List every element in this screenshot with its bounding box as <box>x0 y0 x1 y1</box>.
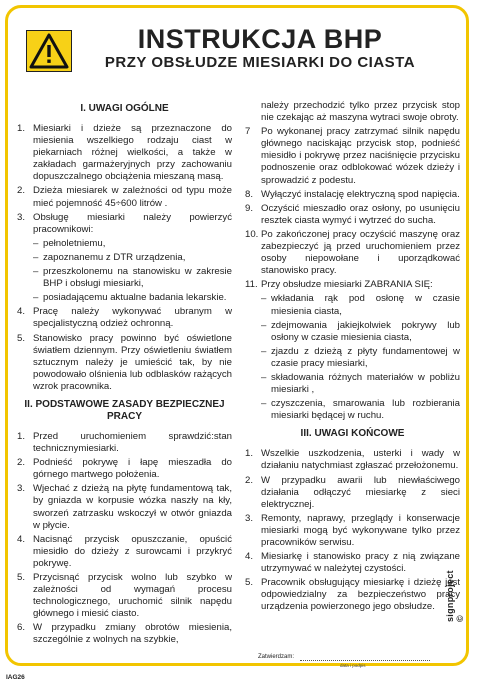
list-text: Pracownik obsługujący miesiarkę i dzieżę jest odpowiedzialny za bezpieczeństwo pracy urządzenia powierzonego jego obsłudze. <box>261 577 460 613</box>
sign-code: IAG26 <box>6 674 25 681</box>
list-number: 8. <box>245 188 254 200</box>
bullet-item <box>245 398 460 422</box>
list-text: Miesiarkę i stanowisko pracy z nią związane utrzymywać w należytej czystości. <box>261 551 460 575</box>
list-item <box>17 306 232 330</box>
list-number: 4. <box>245 551 254 563</box>
bullet-text: składowania różnych materiałów w pobliżu miesiarki , <box>271 371 460 396</box>
list-number: 1. <box>245 448 254 460</box>
right-column <box>245 100 460 616</box>
list-text: Przycisnąć przycisk wolno lub szybko w zależności od wymagań procesu technologicznego, uruchomić silnik napędu głównego i miesić ciasto. <box>33 572 232 620</box>
list-number: 2. <box>245 474 254 486</box>
list-item <box>245 279 460 291</box>
list-item <box>17 123 232 183</box>
list-item <box>245 448 460 472</box>
dash-bullet: – <box>261 345 267 357</box>
list-number: 5. <box>17 572 26 583</box>
list-text: Oczyścić mieszadło oraz osłony, po usunięciu resztek ciasta wymyć i wytrzeć do sucha. <box>261 202 460 226</box>
list-text: Podnieść pokrywę i łapę mieszadła do górnego martwego położenia. <box>33 457 232 481</box>
bullet-text: zjazdu z dzieżą z płyty fundamentowej w czasie pracy miesiarki, <box>271 345 460 369</box>
bullet-text: pełnoletniemu, <box>43 237 106 249</box>
list-number: 1. <box>17 430 26 442</box>
list-item <box>245 475 460 511</box>
section-heading: I. UWAGI OGÓLNE <box>80 103 169 114</box>
list-number: 3. <box>245 512 254 524</box>
list-text: Obsługę miesiarki należy powierzyć pracownikowi: <box>33 211 232 235</box>
header <box>14 18 466 78</box>
bullet-text: czyszczenia, smarowania lub rozbierania miesiarki będącej w ruchu. <box>271 398 460 422</box>
list-text: Wszelkie uszkodzenia, usterki i wady w działaniu natychmiast zgłaszać przełożonemu. <box>261 448 460 472</box>
list-text: W przypadku zmiany obrotów miesienia, szczególnie z wolnych na szybkie, <box>33 622 232 646</box>
bullet-item <box>17 266 232 290</box>
list-item <box>245 203 460 227</box>
dash-bullet: – <box>33 292 39 304</box>
section-heading: III. UWAGI KOŃCOWE <box>300 428 405 440</box>
bullet-item <box>245 346 460 370</box>
list-item <box>17 431 232 455</box>
list-item <box>17 457 232 481</box>
list-number: 4. <box>17 306 26 318</box>
approval-label: Zatwierdzam: <box>258 654 295 660</box>
list-number: 9. <box>245 202 254 214</box>
date-signature-caption: data i podpis <box>340 663 366 668</box>
left-column <box>17 103 232 649</box>
bullet-item <box>17 252 232 264</box>
dash-bullet: – <box>33 251 39 263</box>
list-text: Nacisnąć przycisk opuszczanie, opuścić miesidło do dzieży z surowcami i przykryć pokrywę. <box>33 533 232 569</box>
list-text: Dzieża miesiarek w zależności od typu może mieć pojemność 45÷600 litrów . <box>33 185 232 209</box>
list-number: 3. <box>17 483 26 495</box>
list-item-continuation: należy przechodzić tylko przez przycisk stop nie czekając aż maszyna wytraci swoje obroty. <box>261 100 460 124</box>
list-text: Wyłączyć instalację elektryczną spod napięcia. <box>261 188 460 200</box>
bullet-text: przeszkolonemu na stanowisku w zakresie BHP i obsługi miesiarki, <box>43 266 232 290</box>
signature-line <box>300 660 430 661</box>
list-text: Przed uruchomieniem sprawdzić:stan technicznymiesiarki. <box>33 430 232 455</box>
list-number: 1. <box>17 123 26 134</box>
list-item <box>17 212 232 236</box>
bullet-text: zdejmowania jakiejkolwiek pokrywy lub osłony w czasie miesienia ciasta, <box>271 319 460 343</box>
bullet-item <box>245 372 460 396</box>
list-item <box>17 333 232 393</box>
list-text: Wjechać z dzieżą na płytę fundamentową tak, by gniazda w korpusie wózka naszły na kły, sworzeń zatrzasku wskoczył w otwór gniazda w płycie. <box>33 483 232 531</box>
list-item <box>245 513 460 549</box>
list-item <box>245 229 460 277</box>
list-text: Po zakończonej pracy oczyścić maszynę oraz zabezpieczyć ją przed uruchomieniem przez osoby niepowołane i uporządkować stanowisko pracy. <box>261 228 460 277</box>
list-item <box>245 551 460 575</box>
list-number: 11. <box>245 279 258 291</box>
brand-mark: signproject © <box>445 570 465 622</box>
list-number: 4. <box>17 533 26 545</box>
list-item <box>17 534 232 570</box>
list-number: 2. <box>17 457 26 469</box>
bullet-item <box>17 238 232 250</box>
dash-bullet: – <box>33 266 39 278</box>
bullet-item <box>245 320 460 344</box>
dash-bullet: – <box>261 293 267 305</box>
page-subtitle: PRZY OBSŁUDZE MIESIARKI DO CIASTA <box>104 54 416 71</box>
list-item <box>245 577 460 613</box>
list-number: 2. <box>17 185 26 197</box>
list-text: Przy obsłudze miesiarki ZABRANIA SIĘ: <box>261 279 433 291</box>
bullet-item <box>245 293 460 317</box>
dash-bullet: – <box>261 398 267 410</box>
list-item <box>17 483 232 531</box>
list-number: 6. <box>17 622 26 634</box>
list-number: 10. <box>245 228 259 240</box>
bullet-item <box>17 292 232 304</box>
list-text: W przypadku awarii lub niewłaściwego działania odłączyć miesiarkę z sieci elektrycznej. <box>261 474 460 510</box>
list-item <box>17 572 232 620</box>
list-item <box>245 126 460 186</box>
bullet-text: posiadającemu aktualne badania lekarskie. <box>43 292 227 304</box>
list-text: Po wykonanej pracy zatrzymać silnik napędu głównego naciskając przycisk stop, podnieść miesidło i pokrywę przez naciśnięcie przycisku podnoszenie oraz odblokować wózek dzieży i sprowadzić z podestu. <box>261 126 460 186</box>
list-number: 7 <box>245 126 251 138</box>
list-item <box>17 185 232 209</box>
list-number: 5. <box>245 577 254 589</box>
bullet-text: wkładania rąk pod osłonę w czasie miesienia ciasta, <box>271 293 460 317</box>
list-number: 3. <box>17 211 26 223</box>
list-text: Remonty, naprawy, przeglądy i konserwacje miesiarki mogą być wykonywane tylko przez pracowników serwisu. <box>261 512 460 548</box>
bullet-text: zapoznanemu z DTR urządzenia, <box>43 251 186 263</box>
list-number: 5. <box>17 332 26 344</box>
dash-bullet: – <box>261 371 267 383</box>
list-text: Pracę należy wykonywać ubranym w specjalistyczną odzież ochronną. <box>33 306 232 330</box>
list-text: Stanowisko pracy powinno być oświetlone światłem dziennym. Przy oświetleniu światłem sztucznym należy je umieścić tak, by nie powodowało olśnienia lub odblasków rażących wzrok pracownika. <box>33 332 232 392</box>
list-item <box>17 622 232 646</box>
section-heading: II. PODSTAWOWE ZASADY BEZPIECZNEJ PRACY <box>24 398 225 422</box>
dash-bullet: – <box>261 319 267 331</box>
list-item <box>245 189 460 201</box>
dash-bullet: – <box>33 237 39 249</box>
list-text: Miesiarki i dzieże są przeznaczone do miesienia wszelkiego rodzaju ciast w piekarniach różnej wielkości, a także w zakładach garmażeryjnych przy zachowaniu dopuszczalnego obciążenia mieszaną masą. <box>33 123 232 183</box>
page-title: INSTRUKCJA BHP <box>137 24 383 54</box>
